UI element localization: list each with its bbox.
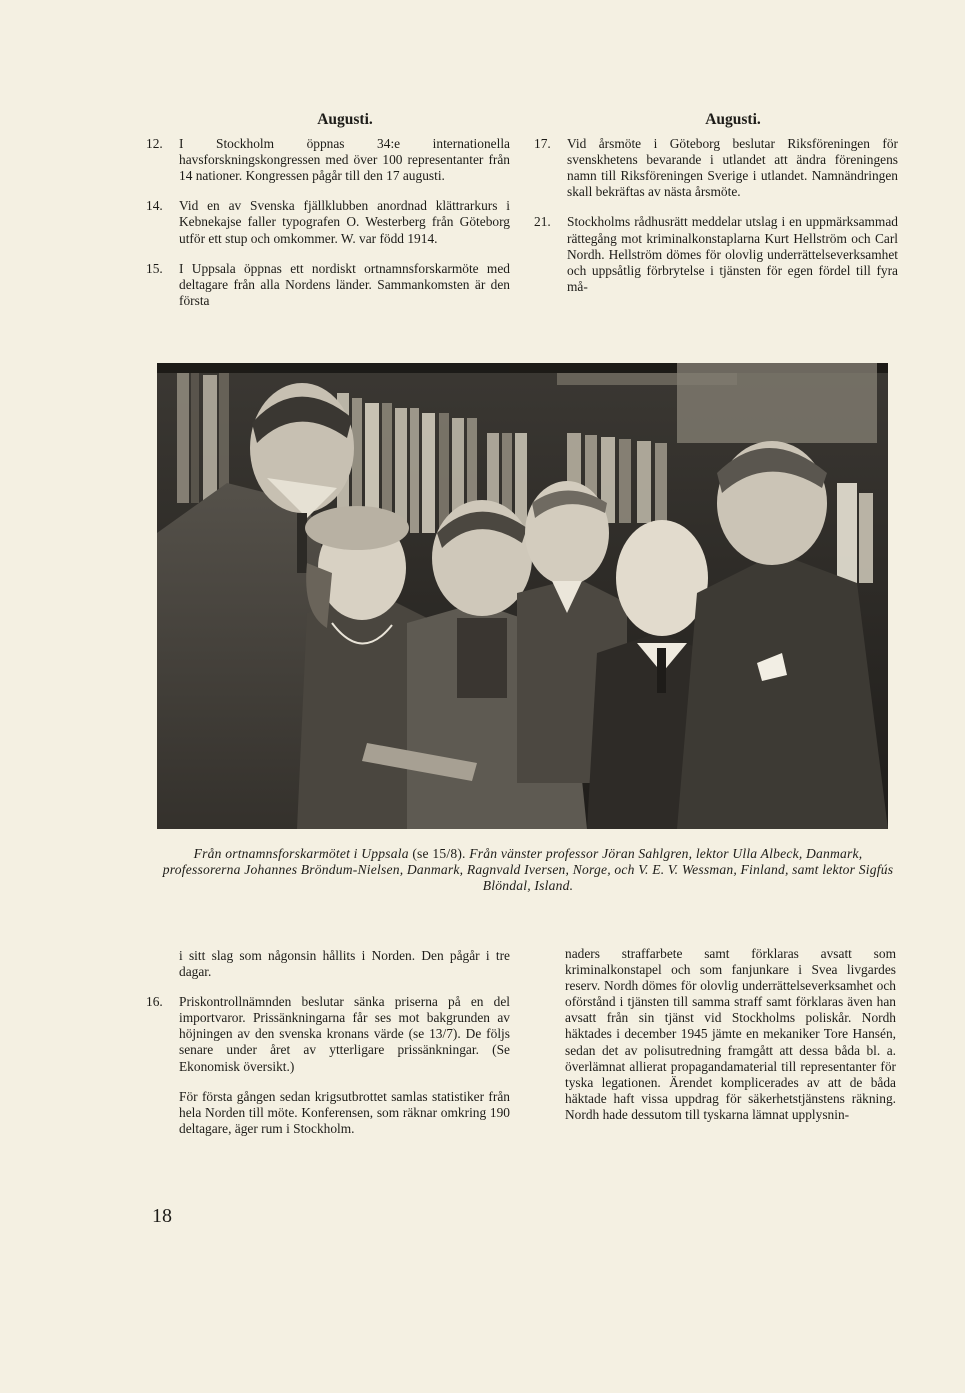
entry-date: 17. [534,136,551,152]
chronicle-entry [534,214,898,294]
entry-text: Stockholms rådhusrätt meddelar utslag i en uppmärksammad rättegång mot kriminalkonstaplarna Kurt Hellström och Carl Nordh. Hellström dömes för olovlig underrättelseverksamhet och uppsåtlig förbrytelse i tjänsten för egen fördel till fyra må- [567,214,898,294]
entry-paragraph: För första gången sedan krigsutbrottet samlas statistiker från hela Norden till möte. Konferensen, som räknar omkring 190 deltagare, äger rum i Stockholm. [179,1088,510,1136]
caption-ref: (se 15/8). [412,846,466,861]
entry-text: I Uppsala öppnas ett nordiskt ortnamnsforskarmöte med deltagare från alla Nordens länder. Sammankomsten är den första [179,260,510,308]
caption-names: Från vänster professor Jöran Sahlgren, lektor Ulla Albeck, Danmark, professorerna Johannes Bröndum-Nielsen, Danmark, Ragnvald Iversen, Norge, och V. E. V. Wessman, Finland, samt lektor Sigfús Blöndal, Island. [162,846,894,893]
photo-caption [160,846,896,894]
chronicle-entry [534,136,898,200]
entry-text: Vid en av Svenska fjällklubben anordnad klättrarkurs i Kebnekajse faller typografen O. Westerberg från Göteborg utför ett stup och omkommer. W. var född 1914. [179,198,510,246]
bottom-left-column [146,948,510,1151]
page-number: 18 [152,1205,172,1227]
entry-continuation: naders straffarbete samt förklaras avsatt som kriminalkonstapel och som fanjunkare i Svea livgardes reserv. Nordh dömes för olovlig underrättelseverksamhet och oförstånd i tjänsten till samma straff samt förklaras även han avsatt från sin tjänst vid Stockholms poliskår. Nordh häktades i december 1945 jämte en mekaniker Tore Hansén, sedan det av polisutredning framgått att dessa båda bl. a. överlämnat allierat propagandamaterial till representanter för tyska legationen. Ärendet komplicerades av att de båda häktade haft vissa uppdrag för säkerhetstjänstens räkning. Nordh hade dessutom till tyskarna lämnat upplysnin- [565,946,896,1122]
group-photograph [157,363,888,829]
month-heading: Augusti. [317,111,373,128]
entry-date: 16. [146,994,163,1010]
entry-date: 14. [146,198,163,214]
photo-illustration [157,363,888,829]
entry-date: 21. [534,214,551,230]
entry-continuation: i sitt slag som någonsin hållits i Norden. Den pågår i tre dagar. [179,948,510,980]
chronicle-entry [146,136,510,184]
month-heading: Augusti. [705,111,761,128]
chronicle-entry [146,198,510,246]
caption-place: Från ortnamnsforskarmötet i Uppsala [193,846,409,861]
bottom-right-column [565,946,896,1123]
entry-date: 12. [146,136,163,152]
top-left-column [146,112,510,323]
chronicle-entry [146,994,510,1074]
entry-date: 15. [146,260,163,276]
entry-text: Priskontrollnämnden beslutar sänka priserna på en del importvaror. Prissänkningarna får ses mot bakgrunden av höjningen av den svenska kronans värde (se 13/7). De följs senare under året av ytterligare prissänkningar. (Se Ekonomisk översikt.) [179,994,510,1074]
chronicle-entry [146,261,510,309]
entry-text: I Stockholm öppnas 34:e internationella havsforskningskongressen med över 100 representanter från 14 nationer. Kongressen pågår till den 17 augusti. [179,136,510,184]
top-right-column [534,112,898,309]
entry-text: Vid årsmöte i Göteborg beslutar Riksföreningen för svenskhetens bevarande i utlandet att ändra föreningens namn till Riksföreningen Sverige i utlandet. Namnändringen skall bekräftas av nästa årsmöte. [567,136,898,200]
